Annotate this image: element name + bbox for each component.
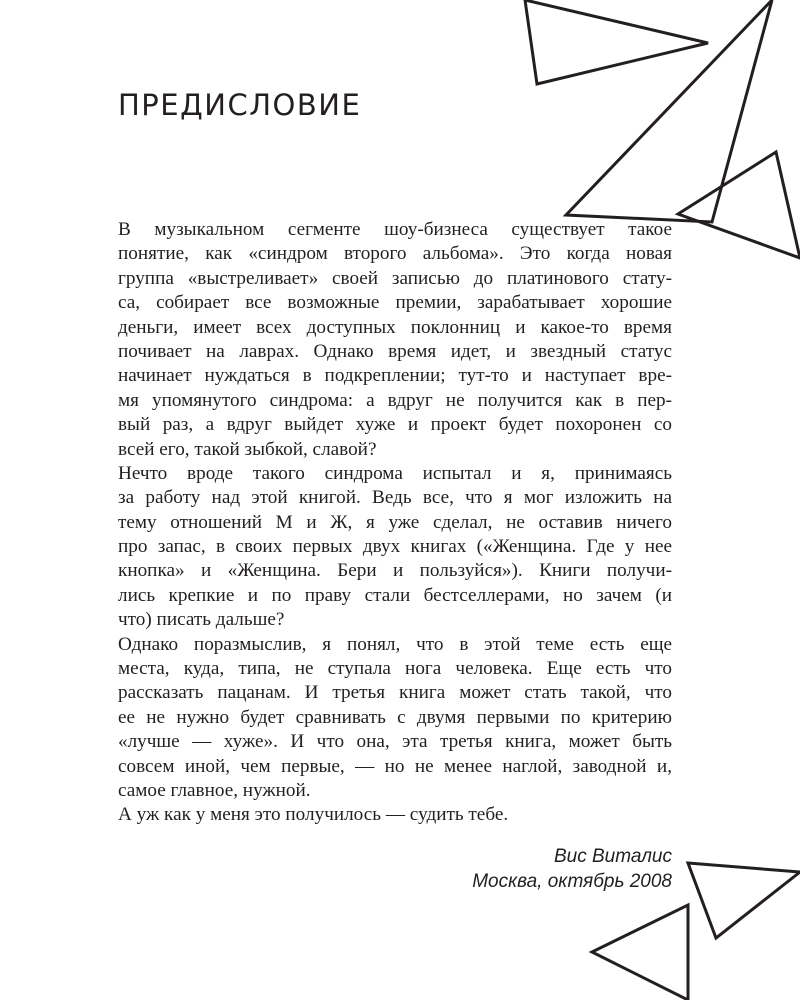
text-line: места, куда, типа, не ступала нога человека. Еще есть что: [118, 658, 672, 680]
page-title: ПРЕДИСЛОВИЕ: [118, 88, 362, 122]
triangle-bottom-center: [592, 905, 688, 1000]
text-line: вый раз, а вдруг выйдет хуже и проект будет похоронен со: [118, 414, 672, 436]
text-line: В музыкальном сегменте шоу-бизнеса существует такое: [118, 219, 672, 240]
triangle-middle-right: [678, 152, 800, 258]
paragraph-4: [118, 803, 672, 827]
text-line: лись крепкие и по праву стали бестселлерами, но зачем (и: [118, 584, 672, 606]
text-line: кнопка» и «Женщина. Бери и пользуйся»). Книги получи-: [118, 560, 672, 582]
text-line: начинает нуждаться в подкреплении; тут-то и наступает вре-: [118, 365, 672, 387]
text-line: «лучше — хуже». И что она, эта третья книга, может быть: [118, 731, 672, 753]
text-line: деньги, имеет всех доступных поклонниц и какое-то время: [118, 316, 672, 338]
paragraph-1: [118, 218, 672, 462]
text-line: всей его, такой зыбкой, славой?: [118, 438, 377, 460]
text-line: тему отношений М и Ж, я уже сделал, не оставив ничего: [118, 511, 672, 533]
text-line: что) писать дальше?: [118, 609, 285, 631]
text-line: мя упомянутого синдрома: а вдруг не получится как в пер-: [118, 389, 672, 411]
paragraph-2: [118, 462, 672, 633]
preface-text: [118, 218, 672, 828]
text-line: Однако поразмыслив, я понял, что в этой теме есть еще: [118, 633, 672, 655]
triangle-top-left: [525, 0, 708, 84]
text-line: понятие, как «синдром второго альбома». Это когда новая: [118, 243, 672, 265]
text-line: са, собирает все возможные премии, зарабатывает хорошие: [118, 292, 672, 314]
text-line: рассказать пацанам. И третья книга может стать такой, что: [118, 682, 672, 704]
triangle-top-right: [566, 0, 772, 222]
signature-author: Вис Виталис: [553, 846, 672, 867]
text-line: группа «выстреливает» своей записью до платинового стату-: [118, 267, 672, 289]
text-line: А уж как у меня это получилось — судить тебе.: [118, 804, 509, 826]
text-line: почивает на лаврах. Однако время идет, и звездный статус: [118, 340, 672, 362]
text-line: про запас, в своих первых двух книгах («Женщина. Где у нее: [118, 536, 672, 558]
text-line: совсем иной, чем первые, — но не менее наглой, заводной и,: [118, 755, 672, 777]
text-line: Нечто вроде такого синдрома испытал и я, принимаясь: [118, 462, 672, 484]
text-line: самое главное, нужной.: [118, 779, 311, 801]
triangle-bottom-right: [688, 863, 800, 938]
text-line: ее не нужно будет сравнивать с двумя первыми по критерию: [118, 706, 672, 728]
text-line: за работу над этой книгой. Ведь все, что я мог изложить на: [118, 487, 672, 509]
paragraph-3: [118, 633, 672, 804]
signature-place-date: Москва, октябрь 2008: [472, 871, 672, 892]
